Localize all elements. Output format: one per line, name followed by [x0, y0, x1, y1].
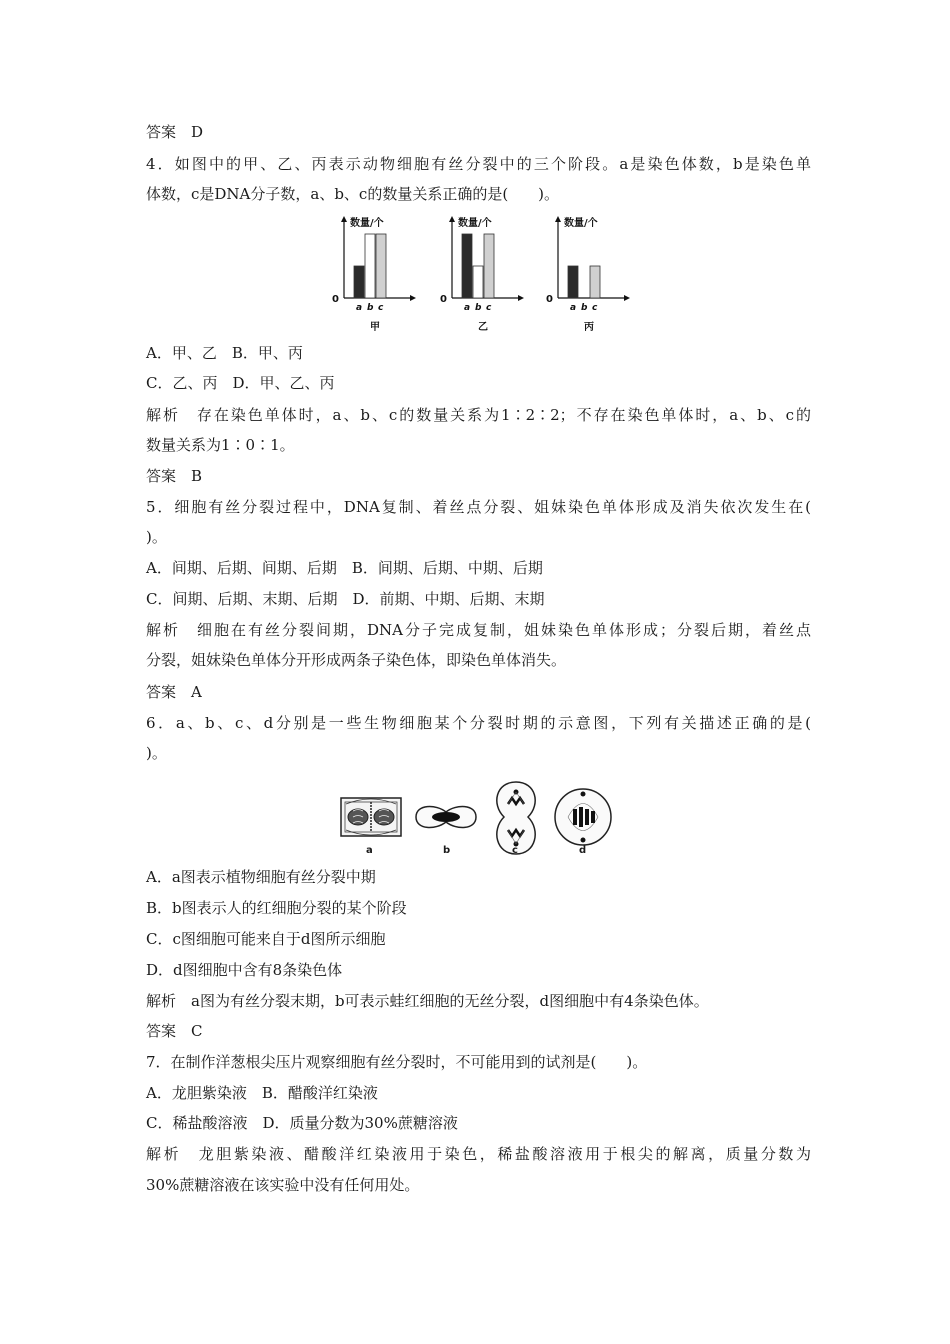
question-7: 7．在制作洋葱根尖压片观察细胞有丝分裂时，不可能用到的试剂是( )。 — [146, 1053, 648, 1071]
y-axis-label: 数量/个 — [350, 218, 384, 229]
cell-diagrams — [336, 774, 616, 860]
tick-label-c: c — [378, 303, 384, 313]
chart-title: 丙 — [584, 322, 594, 333]
tick-label-c: c — [486, 303, 492, 313]
origin-label: 0 — [440, 294, 447, 305]
question-5-options-ab: A．间期、后期、间期、后期 B．间期、后期、中期、后期 — [146, 559, 543, 577]
y-axis-arrow — [449, 216, 455, 222]
chart-jia — [330, 212, 420, 336]
bar-b — [365, 234, 375, 298]
tick-label-c: c — [592, 303, 598, 313]
chart-bing — [544, 212, 634, 336]
cell-c-diagram — [497, 782, 535, 854]
tick-label-b: b — [581, 303, 588, 313]
question-5-options-cd: C．间期、后期、末期、后期 D．前期、中期、后期、末期 — [146, 590, 545, 608]
bar-c — [590, 266, 600, 298]
tick-label-a: a — [356, 303, 363, 313]
chart-jia-svg — [330, 212, 420, 336]
chart-title: 甲 — [370, 322, 380, 333]
question-7-options-ab: A．龙胆紫染液 B．醋酸洋红染液 — [146, 1084, 378, 1102]
y-axis-label: 数量/个 — [458, 218, 492, 229]
bar-c — [376, 234, 386, 298]
question-6-line-2: )。 — [146, 744, 167, 762]
analysis-7-line-2: 30%蔗糖溶液在该实验中没有任何用处。 — [146, 1176, 420, 1194]
question-7-options-cd: C．稀盐酸溶液 D．质量分数为30%蔗糖溶液 — [146, 1114, 458, 1132]
chart-title: 乙 — [478, 322, 488, 333]
bar-b — [473, 266, 483, 298]
tick-label-b: b — [367, 303, 374, 313]
cell-d-diagram — [555, 789, 611, 845]
question-6-line-1: 6．a、b、c、d分别是一些生物细胞某个分裂时期的示意图，下列有关描述正确的是( — [146, 714, 811, 732]
cell-c-label: c — [512, 845, 518, 856]
question-4-line-1: 4．如图中的甲、乙、丙表示动物细胞有丝分裂中的三个阶段。a是染色体数，b是染色单 — [146, 155, 811, 173]
question-4-options-ab: A．甲、乙 B．甲、丙 — [146, 344, 303, 362]
tick-label-a: a — [464, 303, 471, 313]
chart-yi-svg — [438, 212, 528, 336]
question-6-option-b: B．b图表示人的红细胞分裂的某个阶段 — [146, 899, 407, 917]
bar-c — [484, 234, 494, 298]
question-5-line-1: 5．细胞有丝分裂过程中，DNA复制、着丝点分裂、姐妹染色单体形成及消失依次发生在( — [146, 498, 811, 516]
question-6-option-c: C．c图细胞可能来自于d图所示细胞 — [146, 930, 386, 948]
question-4-line-2: 体数，c是DNA分子数，a、b、c的数量关系正确的是( )。 — [146, 185, 560, 203]
cell-a-label: a — [366, 845, 373, 856]
chart-yi — [438, 212, 528, 336]
analysis-7-line-1: 解析 龙胆紫染液、醋酸洋红染液用于染色，稀盐酸溶液用于根尖的解离，质量分数为 — [146, 1145, 811, 1163]
analysis-4-line-2: 数量关系为1∶0∶1。 — [146, 436, 295, 454]
analysis-4-line-1: 解析 存在染色单体时，a、b、c的数量关系为1∶2∶2；不存在染色单体时，a、b、c的 — [146, 406, 811, 424]
analysis-6: 解析 a图为有丝分裂末期，b可表示蛙红细胞的无丝分裂，d图细胞中有4条染色体。 — [146, 992, 709, 1010]
question-6-option-a: A．a图表示植物细胞有丝分裂中期 — [146, 868, 376, 886]
answer-3: 答案 D — [146, 123, 204, 141]
cell-d-label: d — [579, 845, 587, 856]
y-axis-arrow — [555, 216, 561, 222]
x-axis-arrow — [410, 295, 416, 301]
cell-b-diagram — [416, 807, 476, 828]
bar-a — [462, 234, 472, 298]
question-4-options-cd: C．乙、丙 D．甲、乙、丙 — [146, 374, 335, 392]
tick-label-b: b — [475, 303, 482, 313]
origin-label: 0 — [332, 294, 339, 305]
bar-a — [354, 266, 364, 298]
analysis-5-line-2: 分裂，姐妹染色单体分开形成两条子染色体，即染色单体消失。 — [146, 651, 567, 669]
x-axis-arrow — [518, 295, 524, 301]
question-5-line-2: )。 — [146, 528, 167, 546]
cell-a-diagram — [341, 798, 401, 836]
tick-label-a: a — [570, 303, 577, 313]
x-axis-arrow — [624, 295, 630, 301]
cell-b-label: b — [443, 845, 451, 856]
y-axis-label: 数量/个 — [564, 218, 598, 229]
question-6-option-d: D．d图细胞中含有8条染色体 — [146, 961, 343, 979]
y-axis-arrow — [341, 216, 347, 222]
answer-4: 答案 B — [146, 467, 203, 485]
chart-bing-svg — [544, 212, 634, 336]
answer-6: 答案 C — [146, 1022, 203, 1040]
bar-a — [568, 266, 578, 298]
answer-5: 答案 A — [146, 683, 202, 701]
analysis-5-line-1: 解析 细胞在有丝分裂间期，DNA分子完成复制，姐妹染色单体形成；分裂后期，着丝点 — [146, 621, 811, 639]
origin-label: 0 — [546, 294, 553, 305]
